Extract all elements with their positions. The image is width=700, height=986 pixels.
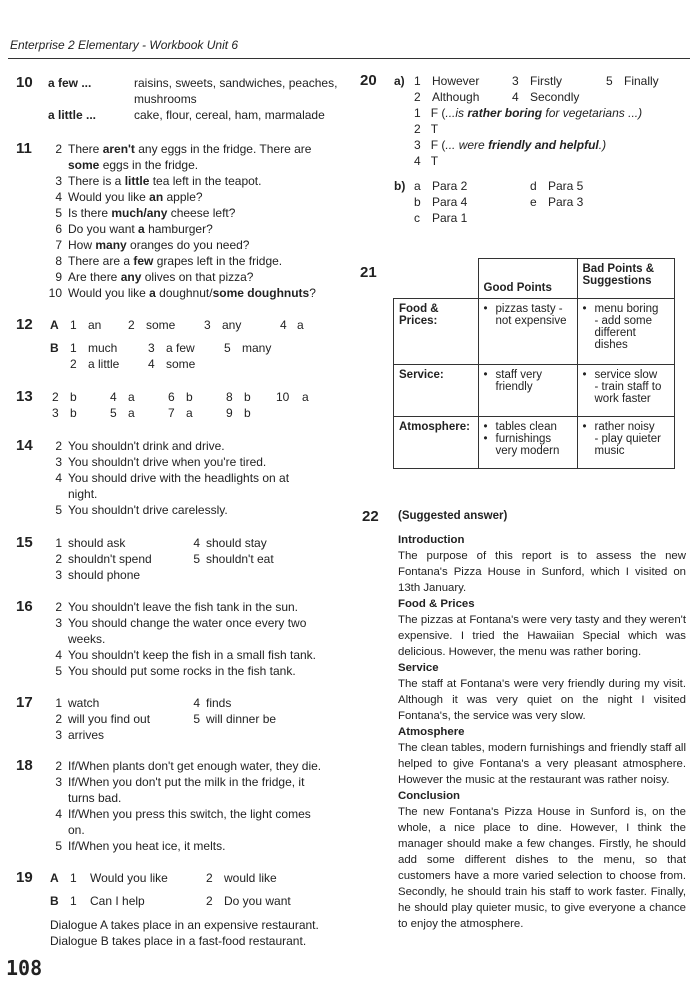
q17-item: 1 watch bbox=[55, 696, 100, 710]
q14-number: 14 bbox=[16, 437, 33, 454]
q20-b-item: Para 3 bbox=[548, 195, 584, 209]
q12-a-item: some bbox=[146, 318, 176, 332]
section-text: The pizzas at Fontana's were very tasty and they weren't expensive. I tried the Hawaiian Special which was delicious. However, the menu was rather boring. bbox=[398, 614, 686, 658]
q12-a-item: 2 bbox=[128, 318, 135, 332]
q19-b-2: Do you want bbox=[224, 894, 291, 908]
q18-line: 3 If/When you don't put the milk in the fridge, it bbox=[55, 775, 305, 789]
q11-line: 3 There is a little tea left in the teapot. bbox=[55, 174, 262, 188]
q18-number: 18 bbox=[16, 757, 33, 774]
q13-item: 7 bbox=[168, 406, 175, 420]
q22-subtitle: (Suggested answer) bbox=[398, 510, 508, 522]
good-cell: • pizzas tasty - not expensive bbox=[478, 299, 577, 365]
q13-item: b bbox=[244, 406, 251, 420]
q14-line: night. bbox=[68, 487, 98, 501]
q12-number: 12 bbox=[16, 316, 33, 333]
q11-number: 11 bbox=[16, 140, 32, 157]
q11-line: 8 There are a few grapes left in the fridge. bbox=[55, 254, 283, 268]
q19-a-1: Would you like bbox=[90, 871, 168, 885]
q19-a-n: 1 bbox=[70, 871, 77, 885]
q16-line: 4 You shouldn't keep the fish in a small fish tank. bbox=[55, 648, 316, 662]
q12-b-item: 1 bbox=[70, 341, 77, 355]
q12-b-item: 4 bbox=[148, 357, 155, 371]
q11-line: some eggs in the fridge. bbox=[68, 158, 199, 172]
q13-item: 10 bbox=[276, 390, 290, 404]
q20-a-item: Although bbox=[432, 90, 480, 104]
q18-line: on. bbox=[68, 823, 85, 837]
q12-a-item: any bbox=[222, 318, 242, 332]
q20-a-item: 3 bbox=[512, 74, 519, 88]
q19-note: Dialogue A takes place in an expensive restaurant. bbox=[50, 918, 319, 932]
q13-item: 3 bbox=[52, 406, 59, 420]
q20-a-line: 4 T bbox=[414, 154, 439, 168]
q20-number: 20 bbox=[360, 72, 377, 89]
q12-b-item: much bbox=[88, 341, 118, 355]
q16-line: 2 You shouldn't leave the fish tank in the sun. bbox=[55, 600, 299, 614]
q17-item: 4 finds bbox=[193, 696, 232, 710]
q19-b-n: 2 bbox=[206, 894, 213, 908]
q12-a-item: 3 bbox=[204, 318, 211, 332]
q12-b-item: 3 bbox=[148, 341, 155, 355]
good-cell: • tables clean • furnishings very modern bbox=[478, 417, 577, 469]
q11-line: 5 Is there much/any cheese left? bbox=[55, 206, 236, 220]
row-label: Food & Prices: bbox=[394, 299, 479, 365]
q20-a-item: Finally bbox=[624, 74, 659, 88]
bad-cell: • menu boring - add some different dishes bbox=[577, 299, 674, 365]
q20-a-item: However bbox=[432, 74, 480, 88]
q22-number: 22 bbox=[362, 508, 379, 525]
q20-b-item: Para 1 bbox=[432, 211, 468, 225]
col-bad-header: Bad Points & Suggestions bbox=[577, 259, 674, 299]
q20-a-item: 4 bbox=[512, 90, 519, 104]
q19-number: 19 bbox=[16, 869, 33, 886]
q12-b-item: 2 bbox=[70, 357, 77, 371]
q15-item: 3 should phone bbox=[55, 568, 141, 582]
q16-line: 5 You should put some rocks in the fish tank. bbox=[55, 664, 296, 678]
q12-a-item: an bbox=[88, 318, 102, 332]
q10-a-little-label: a little ... bbox=[48, 108, 97, 122]
q13-item: b bbox=[70, 390, 77, 404]
section-heading: Conclusion bbox=[398, 790, 461, 802]
q18-line: 2 If/When plants don't get enough water, they die. bbox=[55, 759, 322, 773]
q11-line: 7 How many oranges do you need? bbox=[55, 238, 250, 252]
q10-a-little-text: cake, flour, cereal, ham, marmalade bbox=[134, 108, 325, 122]
q18-line: 4 If/When you press this switch, the light comes bbox=[55, 807, 311, 821]
bad-cell: • service slow - train staff to work faster bbox=[577, 365, 674, 417]
section-text: The new Fontana's Pizza House in Sunford is, on the whole, a nice place to dine. However, I think the manager should make a few changes. Firstly, he should add some different dishes to the menu, so that customers have a more varied selection to choose from. Secondly, he should train his staff to work faster. Finally, he should play quieter music, to give everyone a chance to enjoy the atmosphere. bbox=[398, 806, 686, 930]
q19-b-1: Can I help bbox=[90, 894, 145, 908]
header-rule bbox=[8, 58, 690, 59]
report-body bbox=[398, 532, 686, 932]
good-cell: • staff very friendly bbox=[478, 365, 577, 417]
q20-a-item: 2 bbox=[414, 90, 421, 104]
q19-part-b: B bbox=[50, 894, 59, 908]
q20-b-item: Para 5 bbox=[548, 179, 584, 193]
q19-a-n: 2 bbox=[206, 871, 213, 885]
q12-part-a: A bbox=[50, 318, 59, 332]
q16-line: 3 You should change the water once every two bbox=[55, 616, 307, 630]
q18-line: 5 If/When you heat ice, it melts. bbox=[55, 839, 226, 853]
q13-item: a bbox=[128, 406, 135, 420]
q11-line: 9 Are there any olives on that pizza? bbox=[55, 270, 254, 284]
q11-line: 6 Do you want a hamburger? bbox=[55, 222, 213, 236]
q12-part-b: B bbox=[50, 341, 59, 355]
q13-item: a bbox=[186, 406, 193, 420]
q17-item: 2 will you find out bbox=[55, 712, 151, 726]
q17-item: 5 will dinner be bbox=[193, 712, 277, 726]
q20-b-item: a bbox=[414, 179, 421, 193]
q13-item: b bbox=[244, 390, 251, 404]
section-heading: Atmosphere bbox=[398, 726, 465, 738]
q15-number: 15 bbox=[16, 534, 33, 551]
q11-line: 10 Would you like a doughnut/some doughnuts? bbox=[48, 286, 316, 300]
q17-item: 3 arrives bbox=[55, 728, 105, 742]
q12-a-item: a bbox=[297, 318, 304, 332]
q13-item: 2 bbox=[52, 390, 59, 404]
q20-b-item: d bbox=[530, 179, 537, 193]
q20-part-a: a) bbox=[394, 74, 405, 88]
q13-item: 9 bbox=[226, 406, 233, 420]
q12-a-item: 1 bbox=[70, 318, 77, 332]
q21-number: 21 bbox=[360, 264, 377, 281]
q12-a-item: 4 bbox=[280, 318, 287, 332]
q13-item: b bbox=[70, 406, 77, 420]
q16-line: weeks. bbox=[68, 632, 106, 646]
q11-line: 2 There aren't any eggs in the fridge. There are bbox=[55, 142, 312, 156]
points-table bbox=[393, 258, 675, 469]
q15-item: 2 shouldn't spend bbox=[55, 552, 152, 566]
q13-item: 8 bbox=[226, 390, 233, 404]
q14-line: 4 You should drive with the headlights on at bbox=[55, 471, 290, 485]
section-text: The staff at Fontana's were very friendly during my visit. Although it was very quiet on the night I visited Fontana's, the service was very slow. bbox=[398, 678, 686, 722]
q15-item: 4 should stay bbox=[193, 536, 267, 550]
section-heading: Food & Prices bbox=[398, 598, 475, 610]
q15-item: 1 should ask bbox=[55, 536, 126, 550]
q14-line: 3 You shouldn't drive when you're tired. bbox=[55, 455, 267, 469]
col-good-header: Good Points bbox=[478, 259, 577, 299]
section-text: The purpose of this report is to assess the new Fontana's Pizza House in Sunford, which I visited on 13th January. bbox=[398, 550, 686, 594]
section-text: The clean tables, modern furnishings and friendly staff all helped to give Fontana's a very pleasant atmosphere. However the music at the restaurant was rather noisy. bbox=[398, 742, 686, 786]
q20-a-item: Firstly bbox=[530, 74, 562, 88]
q10-a-few-line1: raisins, sweets, sandwiches, peaches, bbox=[134, 76, 338, 90]
q12-b-item: many bbox=[242, 341, 272, 355]
q20-a-line: 1 F (...is rather boring for vegetarians ...) bbox=[414, 106, 643, 120]
q13-number: 13 bbox=[16, 388, 33, 405]
q12-b-item: 5 bbox=[224, 341, 231, 355]
q15-item: 5 shouldn't eat bbox=[193, 552, 274, 566]
q14-line: 5 You shouldn't drive carelessly. bbox=[55, 503, 228, 517]
q20-a-line: 2 T bbox=[414, 122, 439, 136]
q20-b-item: c bbox=[414, 211, 420, 225]
q10-a-few-label: a few ... bbox=[48, 76, 92, 90]
q20-b-item: b bbox=[414, 195, 421, 209]
q13-item: a bbox=[302, 390, 309, 404]
table-corner bbox=[394, 259, 479, 299]
row-label: Atmosphere: bbox=[394, 417, 479, 469]
q13-item: 6 bbox=[168, 390, 175, 404]
q13-item: 5 bbox=[110, 406, 117, 420]
q14-line: 2 You shouldn't drink and drive. bbox=[55, 439, 225, 453]
q19-a-2: would like bbox=[224, 871, 277, 885]
section-heading: Introduction bbox=[398, 534, 465, 546]
q13-item: a bbox=[128, 390, 135, 404]
page-header: Enterprise 2 Elementary - Workbook Unit 6 bbox=[10, 38, 239, 52]
q17-number: 17 bbox=[16, 694, 33, 711]
q20-b-item: Para 2 bbox=[432, 179, 468, 193]
q11-line: 4 Would you like an apple? bbox=[55, 190, 203, 204]
bad-cell: • rather noisy - play quieter music bbox=[577, 417, 674, 469]
q10-a-few-line2: mushrooms bbox=[134, 92, 197, 106]
q18-line: turns bad. bbox=[68, 791, 122, 805]
q20-a-item: Secondly bbox=[530, 90, 580, 104]
q16-number: 16 bbox=[16, 598, 33, 615]
q20-b-item: e bbox=[530, 195, 537, 209]
q20-a-line: 3 F (... were friendly and helpful.) bbox=[414, 138, 607, 152]
q19-note: Dialogue B takes place in a fast-food restaurant. bbox=[50, 934, 307, 948]
q19-b-n: 1 bbox=[70, 894, 77, 908]
q20-b-item: Para 4 bbox=[432, 195, 468, 209]
q12-b-item: a few bbox=[166, 341, 195, 355]
q12-b-item: some bbox=[166, 357, 196, 371]
q20-part-b: b) bbox=[394, 179, 406, 193]
q10-number: 10 bbox=[16, 74, 33, 91]
section-heading: Service bbox=[398, 662, 439, 674]
page-number: 108 bbox=[6, 956, 43, 980]
row-label: Service: bbox=[394, 365, 479, 417]
q13-item: b bbox=[186, 390, 193, 404]
q19-part-a: A bbox=[50, 871, 59, 885]
q20-a-item: 5 bbox=[606, 74, 613, 88]
q13-item: 4 bbox=[110, 390, 117, 404]
q20-a-item: 1 bbox=[414, 74, 421, 88]
q12-b-item: a little bbox=[88, 357, 120, 371]
